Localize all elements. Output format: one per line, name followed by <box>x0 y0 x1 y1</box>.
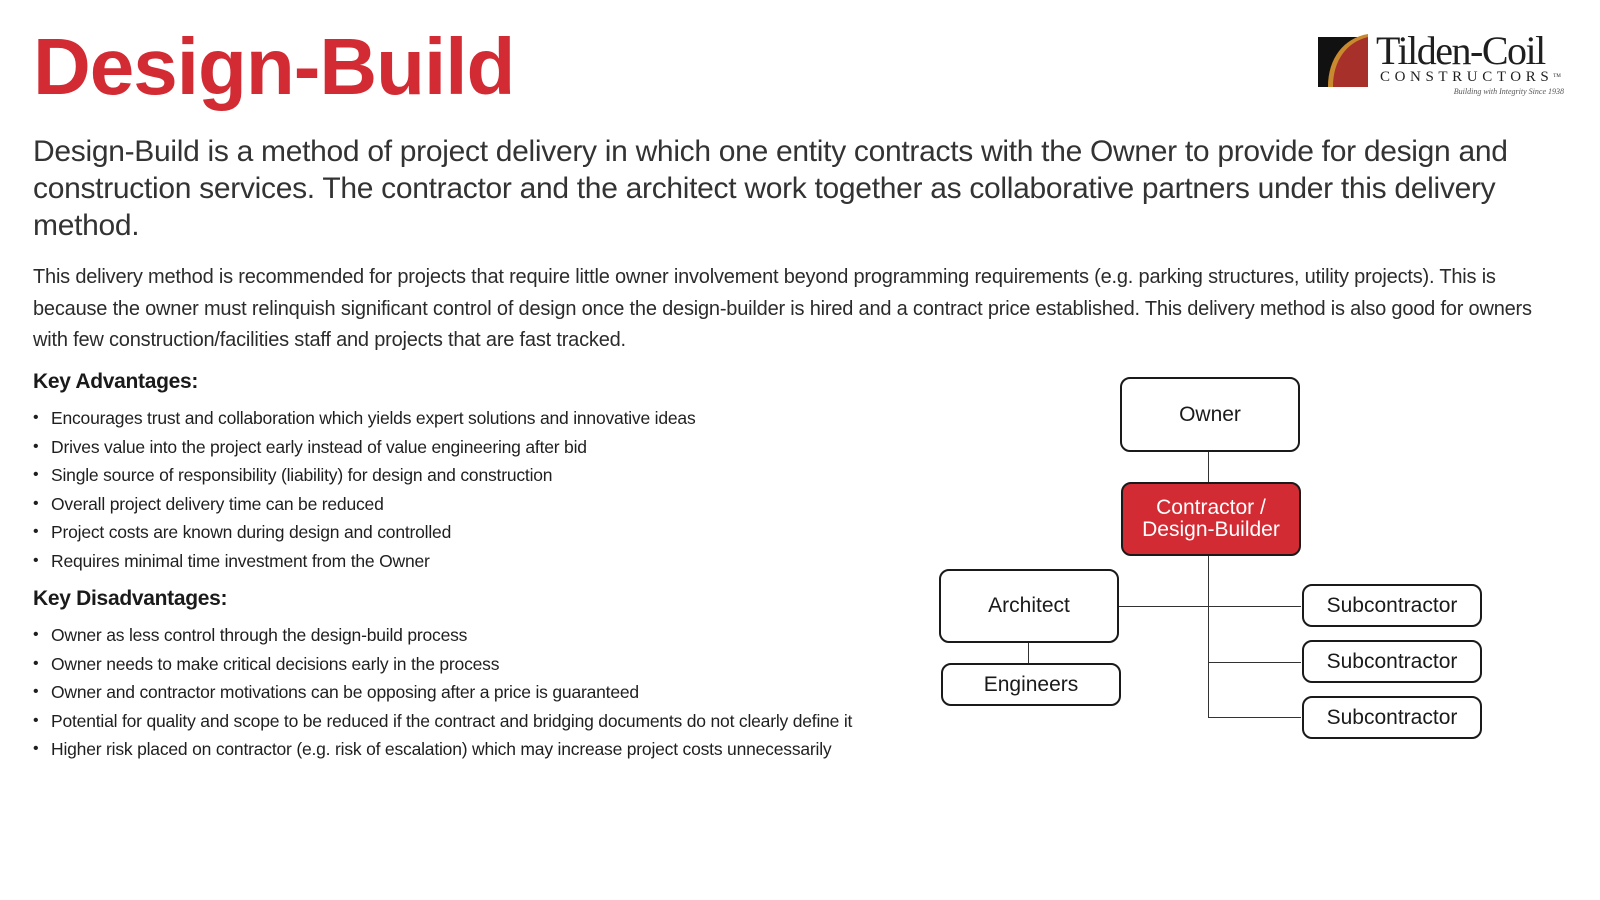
subcontractor-node-2: Subcontractor <box>1302 640 1482 683</box>
list-item: • Owner needs to make critical decisions early in the process <box>33 650 913 679</box>
advantages-list <box>33 404 913 576</box>
connector-architect-engineers <box>1028 642 1029 664</box>
list-item: • Single source of responsibility (liability) for design and construction <box>33 461 913 490</box>
logo-name: Tilden-Coil <box>1376 28 1545 73</box>
logo-tagline: Building with Integrity Since 1938 <box>1453 87 1564 96</box>
engineers-node: Engineers <box>941 663 1121 706</box>
list-item: • Owner and contractor motivations can be opposing after a price is guaranteed <box>33 678 913 707</box>
list-item: • Potential for quality and scope to be reduced if the contract and bridging documents do not clearly define it <box>33 707 913 736</box>
list-item: • Encourages trust and collaboration which yields expert solutions and innovative ideas <box>33 404 913 433</box>
connector-architect-sub <box>1119 606 1301 607</box>
intro-paragraph: Design-Build is a method of project delivery in which one entity contracts with the Owner to provide for design and construction services. The contractor and the architect work together as collaborative partners under this delivery method. <box>33 135 1508 242</box>
page-title: Design-Build <box>33 22 515 111</box>
connector-contractor-trunk <box>1208 556 1209 717</box>
advantages-heading: Key Advantages: <box>33 370 199 393</box>
body-paragraph: This delivery method is recommended for projects that require little owner involvement beyond programming requirements (e.g. parking structures, utility projects). This is because the owner must relinquish significant control of design once the design-builder is hired and a contract price established. This delivery method is also good for owners with few construction/facilities staff and projects that are fast tracked. <box>33 266 1532 351</box>
list-item: • Higher risk placed on contractor (e.g. risk of escalation) which may increase project costs unnecessarily <box>33 735 913 764</box>
connector-sub-3 <box>1208 717 1301 718</box>
logo-trademark: TM <box>1553 74 1561 79</box>
contractor-node <box>1121 482 1301 556</box>
disadvantages-heading: Key Disadvantages: <box>33 587 228 610</box>
company-logo <box>1318 28 1568 98</box>
list-item: • Owner as less control through the design-build process <box>33 621 913 650</box>
logo-mark-icon <box>1318 34 1374 90</box>
subcontractor-node-3: Subcontractor <box>1302 696 1482 739</box>
connector-sub-2 <box>1208 662 1301 663</box>
architect-node: Architect <box>939 569 1119 643</box>
list-item: • Requires minimal time investment from the Owner <box>33 547 913 576</box>
list-item: • Project costs are known during design and controlled <box>33 518 913 547</box>
subcontractor-node-1: Subcontractor <box>1302 584 1482 627</box>
list-item: • Overall project delivery time can be reduced <box>33 490 913 519</box>
contractor-label-line2: Design-Builder <box>1142 518 1280 541</box>
connector-owner-contractor <box>1208 451 1209 483</box>
list-item: • Drives value into the project early instead of value engineering after bid <box>33 433 913 462</box>
owner-node: Owner <box>1120 377 1300 452</box>
contractor-label-line1: Contractor / <box>1156 496 1266 519</box>
logo-subtitle: CONSTRUCTORSTM <box>1380 69 1561 85</box>
disadvantages-list <box>33 621 913 764</box>
